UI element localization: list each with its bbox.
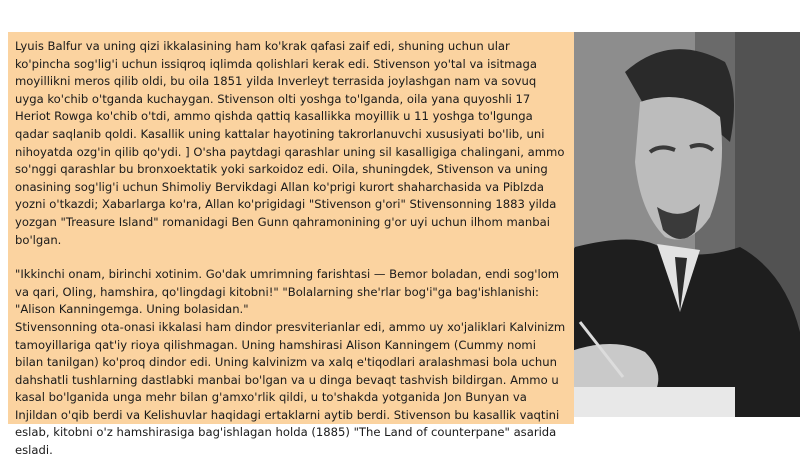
paragraph-nurse: "Ikkinchi onam, birinchi xotinim. Go'dak umrimning farishtasi — Bemor boladan, endi sog'lom va qari, Oling, hamshira, qo'lingdagi kitobni!" "Bolalarning she'rlar bog'i"ga bag'ishlanishi: "Alison Kanningemga. Uning bolasidan." Stivensonning ota-onasi ikkalasi ham dindor presviterianlar edi, ammo uy xo'jaliklari Kalvinizm tamoyillariga qat'iy rioya qilishmagan. Uning hamshirasi Alison Kanningem (Cummy nomi bilan tanilgan) ko'proq dindor edi. Uning kalvinizm va xalq e'tiqodlari aralashmasi bola uchun dahshatli tushlarning dastlabki manbai bo'lgan va u dinga bevaqt tashvish bildirgan. Ammo u kasal bo'lganida unga mehr bilan g'amxo'rlik qildi, u to'shakda yotganida Jon Bunyan va Injildan o'qib berdi va Kelishuvlar haqidagi ertaklarni aytib berdi. Stivenson bu kasallik vaqtini eslab, kitobni o'z hamshirasiga bag'ishlagan holda (1885) "The Land of counterpane" asarida esladi.: [15, 267, 566, 458]
text-box: [8, 32, 574, 458]
paragraph-health: Lyuis Balfur va uning qizi ikkalasining ham ko'krak qafasi zaif edi, shuning uchun ular ko'pincha sog'lig'i uchun issiqroq iqlimda qolishlari kerak edi. Stivenson yo'tal va isitmaga moyillikni meros qilib oldi, bu oila 1851 yilda Inverleyt terrasida joylashgan nam va sovuq uyga ko'chib o'tganda kuchaygan. Stivenson olti yoshga to'lganda, oila yana quyoshli 17 Heriot Rowga ko'chib o'tdi, ammo qishda qattiq kasallikka moyillik u 11 yoshga to'lgunga qadar saqlanib qoldi. Kasallik uning kattalar hayotining takrorlanuvchi xususiyati bo'lib, uni nihoyatda ozg'in qilib qo'ydi. ] O'sha paytdagi qarashlar uning sil kasalligiga chalingani, ammo so'nggi qarashlar bu bronxoektatik yoki sarkoidoz edi. Oila, shuningdek, Stivenson va uning onasining sog'lig'i uchun Shimoliy Bervikdagi Allan ko'prigi kurort shaharchasida va Piblzda yozni o'tkazdi; Xabarlarga ko'ra, Allan ko'prigidagi "Stivenson g'ori" Stivensonning 1883 yilda yozgan "Treasure Island" romanidagi Ben Gunn qahramonining g'or uyi uchun ilhom manbai bo'lgan.: [15, 39, 565, 247]
